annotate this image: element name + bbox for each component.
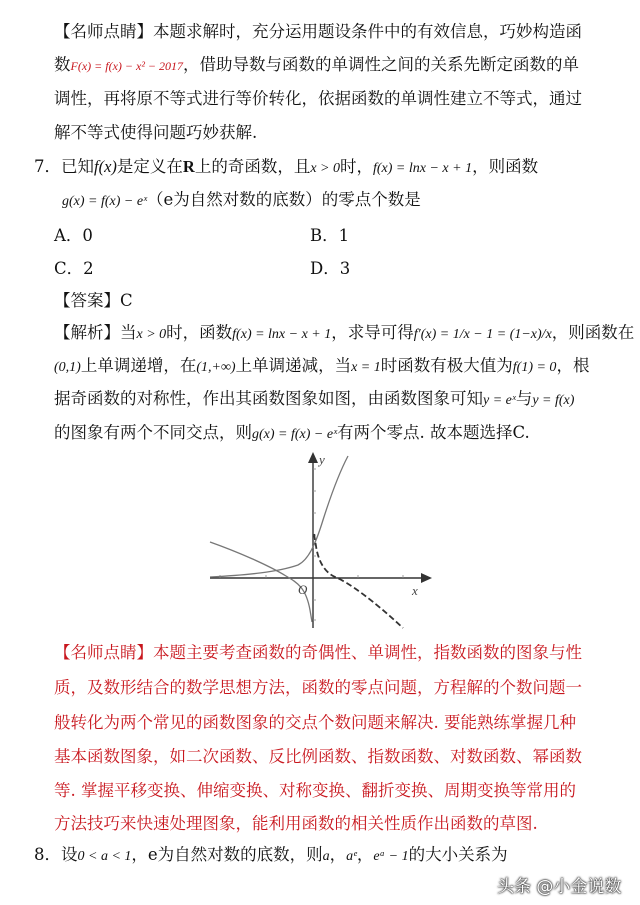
formula-F: F(x) = f(x) − x² − 2017 — [70, 59, 184, 73]
watermark: 头条 @小金说数 — [497, 877, 622, 897]
q8-line: 8．设0 < a < 1，e为自然对数的底数，则a，aᵉ，eᵃ − 1的大小关系为 — [34, 845, 508, 864]
option-b: B．1 — [310, 226, 350, 245]
analysis-line-3: 据奇函数的对称性，作出其函数图象如图，由函数图象可知y = eˣ与y = f(x) — [54, 389, 575, 408]
answer: 【答案】C — [54, 291, 133, 310]
x-axis-label: x — [412, 583, 418, 598]
f-left-branch — [210, 542, 312, 622]
x-axis-arrow — [421, 573, 432, 583]
tip2-line-2: 质，及数形结合的数学思想方法，函数的零点问题，方程解的个数问题一 — [54, 678, 582, 697]
tip2-line-6: 方法技巧来快速处理图象，能利用函数的相关性质作出函数的草图. — [54, 814, 538, 833]
axis-ticks — [220, 469, 403, 620]
tip1-line-2: 数F(x) = f(x) − x² − 2017，借助导数与函数的单调性之间的关系先断定函数的单 — [54, 55, 580, 74]
tip2-line-3: 般转化为两个常见的函数图象的交点个数问题来解决. 要能熟练掌握几种 — [54, 713, 576, 732]
option-c: C．2 — [54, 259, 94, 278]
f-right-branch — [314, 534, 403, 628]
option-a: A．0 — [54, 226, 93, 245]
tip2-line-1: 【名师点睛】本题主要考查函数的奇偶性、单调性，指数函数的图象与性 — [54, 643, 582, 662]
y-axis-arrow — [308, 452, 318, 463]
y-axis-label: y — [319, 452, 325, 467]
analysis-line-1: 【解析】当x > 0时，函数f(x) = lnx − x + 1，求导可得f′(x) = 1/x − 1 = (1−x)/x，则函数在 — [54, 323, 635, 342]
function-graph — [208, 450, 436, 633]
analysis-line-4: 的图象有两个不同交点，则g(x) = f(x) − eˣ有两个零点. 故本题选择C. — [54, 423, 530, 442]
tip2-line-5: 等. 掌握平移变换、伸缩变换、对称变换、翻折变换、周期变换等常用的 — [54, 781, 576, 800]
tip2-line-4: 基本函数图象，如二次函数、反比例函数、指数函数、对数函数、幂函数 — [54, 747, 582, 766]
tip1-line-1: 【名师点睛】本题求解时，充分运用题设条件中的有效信息，巧妙构造函 — [54, 22, 582, 41]
tip1-line-3: 调性，再将原不等式进行等价转化，依据函数的单调性建立不等式，通过 — [54, 89, 582, 108]
option-d: D．3 — [310, 259, 351, 278]
tip1-line-4: 解不等式使得问题巧妙获解. — [54, 123, 258, 142]
exp-curve — [210, 456, 348, 577]
q7-line-1: 7．已知f(x)是定义在R上的奇函数，且x > 0时，f(x) = lnx − x + 1，则函数 — [34, 157, 539, 176]
q7-line-2: g(x) = f(x) − eˣ（e为自然对数的底数）的零点个数是 — [62, 190, 421, 209]
origin-label: O — [298, 582, 308, 597]
analysis-line-2: (0,1)上单调递增，在(1,+∞)上单调递减，当x = 1时函数有极大值为f(1) = 0，根 — [54, 356, 590, 375]
